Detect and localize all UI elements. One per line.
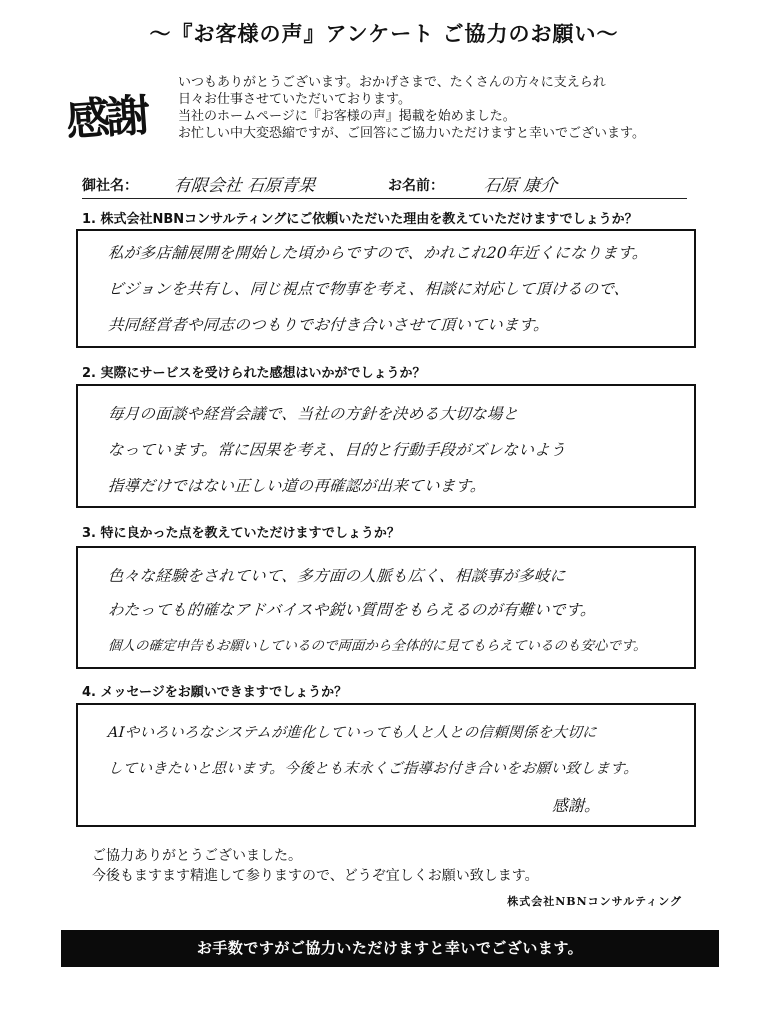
answer-4-box[interactable] <box>76 703 696 827</box>
answer-line: 色々な経験をされていて、多方面の人脈も広く、相談事が多岐に <box>107 567 567 585</box>
answer-line: していきたいと思います。今後とも末永くご指導お付き合いをお願い致します。 <box>107 761 639 777</box>
name-label: お名前： <box>388 178 444 194</box>
question-3-label: 3. 特に良かった点を教えていただけますでしょうか？ <box>82 526 400 541</box>
kansha-stamp: 感謝 <box>64 90 148 147</box>
answer-line: 私が多店舗展開を開始した頃からですので、かれこれ20年近くになります。 <box>107 244 649 262</box>
answer-line: 毎月の面談や経営会議で、当社の方針を決める大切な場と <box>107 405 520 423</box>
footer-banner: お手数ですがご協力いただけますと幸いでございます。 <box>61 930 719 967</box>
answer-1-box[interactable] <box>76 229 696 348</box>
closing-line: 今後もますます精進して参りますので、どうぞ宜しくお願い致します。 <box>92 868 539 884</box>
page-title: ～『お客様の声』アンケート ご協力のお願い～ <box>149 22 619 46</box>
signoff: 感謝。 <box>552 796 601 815</box>
company-name: 株式会社NBNコンサルティング <box>507 895 682 908</box>
intro-line: 当社のホームページに『お客様の声』掲載を始めました。 <box>178 109 516 124</box>
answer-line: AIやいろいろなシステムが進化していっても人と人との信頼関係を大切に <box>107 725 598 741</box>
intro-line: いつもありがとうございます。おかげさまで、たくさんの方々に支えられ <box>178 75 606 90</box>
answer-line: ビジョンを共有し、同じ視点で物事を考え、相談に対応して頂けるので、 <box>107 280 631 298</box>
question-1-label: 1. 株式会社NBNコンサルティングにご依頼いただいた理由を教えていただけますでしょうか？ <box>82 212 638 227</box>
answer-2-box[interactable] <box>76 384 696 508</box>
intro-line: お忙しい中大変恐縮ですが、ご回答にご協力いただけますと幸いでございます。 <box>178 126 645 141</box>
company-field[interactable]: 有限会社 石原青果 <box>172 176 317 196</box>
name-field[interactable]: 石原 康介 <box>482 176 559 196</box>
intro-text <box>178 74 645 142</box>
closing-line: ご協力ありがとうございました。 <box>92 848 302 864</box>
answer-line: 指導だけではない正しい道の再確認が出来ています。 <box>107 477 487 495</box>
answer-line: なっています。常に因果を考え、目的と行動手段がズレないよう <box>107 441 567 459</box>
answer-line: 個人の確定申告もお願いしているので両面から全体的に見てもらえているのも安心です。 <box>107 638 648 654</box>
respondent-row <box>82 172 687 199</box>
company-label: 御社名： <box>82 178 138 194</box>
question-4-label: 4. メッセージをお願いできますでしょうか？ <box>82 685 348 700</box>
answer-line: わたっても的確なアドバイスや鋭い質問をもらえるのが有難いです。 <box>107 601 597 619</box>
question-2-label: 2. 実際にサービスを受けられた感想はいかがでしょうか？ <box>82 366 426 381</box>
closing-message <box>92 846 539 886</box>
answer-3-box[interactable] <box>76 546 696 669</box>
answer-line: 共同経営者や同志のつもりでお付き合いさせて頂いています。 <box>107 316 550 334</box>
intro-line: 日々お仕事させていただいております。 <box>178 92 411 107</box>
